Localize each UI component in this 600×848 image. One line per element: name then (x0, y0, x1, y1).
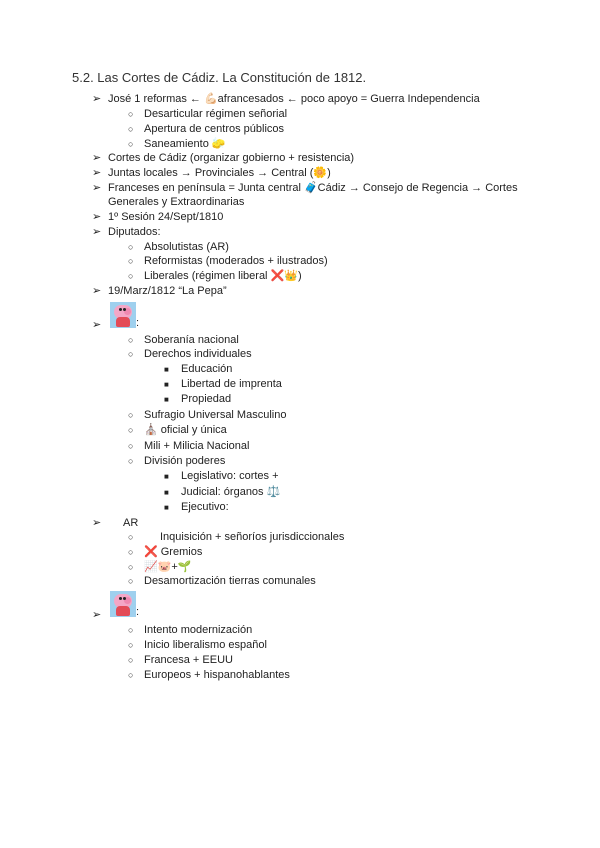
list-item: Juntas locales → Provinciales → Central (🌼) (108, 167, 331, 179)
square-bullet: ■ (164, 488, 169, 497)
list-item: ❌ Gremios (144, 546, 203, 558)
list-item: Legislativo: cortes + (181, 470, 279, 482)
arrow-bullet: ➢ (92, 609, 102, 621)
list-item: 19/Marz/1812 “La Pepa” (108, 285, 227, 297)
circle-bullet: ○ (128, 640, 134, 650)
list-item: Derechos individuales (144, 348, 252, 360)
circle-bullet: ○ (128, 547, 134, 557)
circle-bullet: ○ (128, 335, 134, 345)
circle-bullet: ○ (128, 139, 134, 149)
peppa-pig-image (110, 302, 136, 328)
list-item: Judicial: órganos ⚖️ (181, 486, 281, 498)
list-item: Desarticular régimen señorial (144, 108, 288, 120)
colon-text: : (136, 317, 140, 329)
circle-bullet: ○ (128, 576, 134, 586)
list-item: Europeos + hispanohablantes (144, 669, 290, 681)
list-item: Reformistas (moderados + ilustrados) (144, 255, 328, 267)
list-item: Cortes de Cádiz (organizar gobierno + resistencia) (108, 152, 355, 164)
list-item: Francesa + EEUU (144, 654, 233, 666)
arrow-bullet: ➢ (92, 182, 102, 194)
square-bullet: ■ (164, 472, 169, 481)
arrow-bullet: ➢ (92, 226, 102, 238)
arrow-bullet: ➢ (92, 167, 102, 179)
list-item: Intento modernización (144, 624, 253, 636)
list-item: Libertad de imprenta (181, 378, 282, 390)
arrow-bullet: ➢ (92, 93, 102, 105)
arrow-bullet: ➢ (92, 152, 102, 164)
circle-bullet: ○ (128, 124, 134, 134)
list-item: División poderes (144, 455, 226, 467)
list-item: Inicio liberalismo español (144, 639, 267, 651)
list-item: AR (123, 517, 139, 529)
circle-bullet: ○ (128, 242, 134, 252)
list-item: 📈🐷+🌱 (144, 561, 192, 573)
list-item: Soberanía nacional (144, 334, 239, 346)
list-item: Sufragio Universal Masculino (144, 409, 287, 421)
circle-bullet: ○ (128, 532, 134, 542)
circle-bullet: ○ (128, 256, 134, 266)
list-item: Apertura de centros públicos (144, 123, 285, 135)
square-bullet: ■ (164, 503, 169, 512)
arrow-bullet: ➢ (92, 211, 102, 223)
colon-text: : (136, 606, 140, 618)
list-item: Franceses en península = Junta central 🧳Cádiz → Consejo de Regencia → Cortes (108, 182, 518, 194)
circle-bullet: ○ (128, 562, 134, 572)
list-item: Educación (181, 363, 233, 375)
list-item: 1º Sesión 24/Sept/1810 (108, 211, 224, 223)
circle-bullet: ○ (128, 625, 134, 635)
list-item: Ejecutivo: (181, 501, 229, 513)
list-item: Mili + Milicia Nacional (144, 440, 250, 452)
circle-bullet: ○ (128, 456, 134, 466)
list-item-continuation: Generales y Extraordinarias (108, 196, 245, 208)
square-bullet: ■ (164, 380, 169, 389)
circle-bullet: ○ (128, 425, 134, 435)
circle-bullet: ○ (128, 349, 134, 359)
list-item: Inquisición + señoríos jurisdiccionales (160, 531, 345, 543)
peppa-pig-image (110, 591, 136, 617)
circle-bullet: ○ (128, 655, 134, 665)
list-item: Absolutistas (AR) (144, 241, 229, 253)
list-item: Liberales (régimen liberal ❌👑) (144, 270, 302, 282)
arrow-bullet: ➢ (92, 517, 102, 529)
circle-bullet: ○ (128, 109, 134, 119)
list-item: José 1 reformas ← 💪🏻afrancesados ← poco apoyo = Guerra Independencia (108, 93, 480, 105)
arrow-bullet: ➢ (92, 319, 102, 331)
list-item: ⛪ oficial y única (144, 424, 227, 436)
circle-bullet: ○ (128, 441, 134, 451)
square-bullet: ■ (164, 395, 169, 404)
arrow-bullet: ➢ (92, 285, 102, 297)
circle-bullet: ○ (128, 410, 134, 420)
circle-bullet: ○ (128, 670, 134, 680)
list-item: Saneamiento 🧽 (144, 138, 226, 150)
list-item: Diputados: (108, 226, 161, 238)
page-title: 5.2. Las Cortes de Cádiz. La Constitución de 1812. (72, 70, 367, 85)
list-item: Propiedad (181, 393, 232, 405)
square-bullet: ■ (164, 365, 169, 374)
list-item: Desamortización tierras comunales (144, 575, 316, 587)
circle-bullet: ○ (128, 271, 134, 281)
